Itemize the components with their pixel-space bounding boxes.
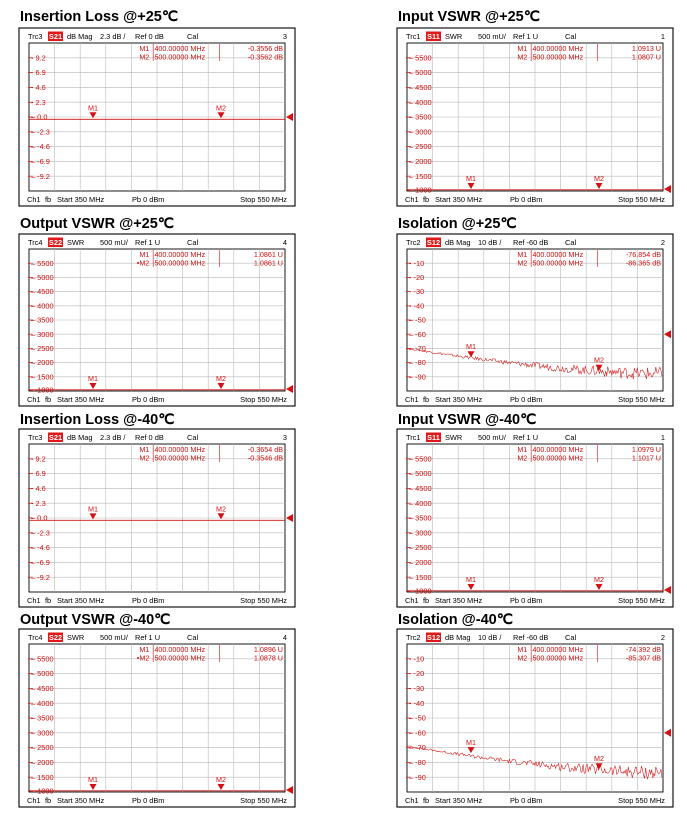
y-tick-label: – 4000 xyxy=(409,498,432,508)
y-tick-label: – 3500 xyxy=(409,513,432,523)
y-tick-label: - -40 xyxy=(409,698,425,708)
cal-label: Cal xyxy=(565,633,577,642)
y-tick-label: - 6.9 xyxy=(31,68,46,78)
marker-label: M1 xyxy=(88,775,98,784)
y-tick-label: – 3000 xyxy=(409,528,432,538)
format-label: SWR xyxy=(445,433,463,442)
marker-frequency: 500.00000 MHz xyxy=(532,258,584,268)
marker-label: M1 xyxy=(466,575,476,584)
y-tick-label: – -90 xyxy=(409,772,426,782)
scale-label: 10 dB / xyxy=(478,238,502,247)
y-tick-label: – 5500 xyxy=(31,258,54,268)
y-tick-label: – 0.0 xyxy=(31,513,48,523)
y-tick-label: – 0.0 xyxy=(31,112,48,122)
marker-name: M2 xyxy=(139,52,150,62)
y-tick-label: – -60 xyxy=(409,329,426,339)
trace-label: Trc2 xyxy=(406,238,421,247)
footer-stop: Stop 550 MHz xyxy=(618,796,665,805)
channel-number: 1 xyxy=(660,32,665,41)
chart-title: Output VSWR @+25℃ xyxy=(20,216,175,232)
y-tick-label: – 3000 xyxy=(31,329,54,339)
footer-channel: Ch1 xyxy=(405,596,419,605)
marker-name: M2 xyxy=(139,453,150,463)
scale-label: 500 mU/ xyxy=(100,633,128,642)
footer-channel: Ch1 xyxy=(405,796,419,805)
y-tick-label: - 4.6 xyxy=(31,484,46,493)
trace-label: Trc3 xyxy=(28,32,43,41)
ref-label: Ref -60 dB xyxy=(513,238,549,247)
y-tick-label: – 4000 xyxy=(409,97,432,107)
y-tick-label: – 1000 xyxy=(31,385,54,395)
y-tick-label: – 5500 xyxy=(409,53,432,63)
cal-label: Cal xyxy=(187,32,199,41)
chart-title: Insertion Loss @-40℃ xyxy=(20,412,175,428)
footer-start: Start 350 MHz xyxy=(435,195,483,204)
y-tick-label: – -80 xyxy=(409,758,426,767)
marker-name: M2 xyxy=(517,52,528,62)
y-tick-label: – 1500 xyxy=(31,772,54,782)
marker-name: •M2 xyxy=(136,258,150,268)
y-tick-label: – 5000 xyxy=(409,68,432,78)
y-tick-label: - -10 xyxy=(409,654,425,664)
footer-power: Pb 0 dBm xyxy=(510,395,543,404)
marker-name: M1 xyxy=(517,645,528,654)
marker-value: 1.1017 U xyxy=(631,453,661,463)
chart-panel-1 xyxy=(19,9,295,206)
marker-frequency: 400.00000 MHz xyxy=(532,250,584,259)
marker-frequency: 400.00000 MHz xyxy=(532,44,584,53)
chart-panel-6 xyxy=(397,412,673,607)
y-tick-label: – 4000 xyxy=(31,698,54,708)
y-tick-label: – -9.2 xyxy=(31,572,50,582)
chart-title: Input VSWR @+25℃ xyxy=(398,9,541,25)
trace-label: Trc4 xyxy=(28,238,43,247)
footer-fb: fb xyxy=(45,395,52,404)
footer-stop: Stop 550 MHz xyxy=(618,195,665,204)
channel-number: 4 xyxy=(282,238,287,247)
y-tick-label: - -30 xyxy=(409,287,425,297)
y-tick-label: – 3500 xyxy=(31,713,54,723)
ref-label: Ref 0 dB xyxy=(135,433,164,442)
scale-label: 500 mU/ xyxy=(100,238,128,247)
y-tick-label: – 5000 xyxy=(31,273,54,282)
cal-label: Cal xyxy=(187,433,199,442)
format-label: SWR xyxy=(67,633,85,642)
y-tick-label: – 2500 xyxy=(409,142,432,152)
y-tick-label: - 4.6 xyxy=(31,83,46,92)
y-tick-label: – -6.9 xyxy=(31,558,50,567)
footer-stop: Stop 550 MHz xyxy=(240,195,287,204)
channel-number: 3 xyxy=(282,433,287,442)
y-tick-label: - 9.2 xyxy=(31,53,46,63)
ref-label: Ref -60 dB xyxy=(513,633,549,642)
y-tick-label: – -50 xyxy=(409,315,426,325)
y-tick-label: – 2500 xyxy=(409,543,432,553)
chart-panel-5 xyxy=(19,412,295,607)
channel-number: 2 xyxy=(660,238,665,247)
y-tick-label: - 9.2 xyxy=(31,454,46,464)
marker-value: -0.3562 dB xyxy=(247,52,283,62)
scale-label: 2.3 dB / xyxy=(100,433,126,442)
y-tick-label: – -70 xyxy=(409,743,426,753)
ref-label: Ref 1 U xyxy=(513,433,539,442)
param-label: S12 xyxy=(426,633,441,642)
y-tick-label: - -20 xyxy=(409,273,425,282)
y-tick-label: – -70 xyxy=(409,344,426,353)
marker-value: 1.0913 U xyxy=(631,44,661,53)
marker-name: •M2 xyxy=(136,653,150,663)
marker-name: M1 xyxy=(517,44,528,53)
channel-number: 3 xyxy=(282,32,287,41)
marker-label: M2 xyxy=(594,575,604,584)
marker-name: M1 xyxy=(517,445,528,454)
y-tick-label: – 1500 xyxy=(409,572,432,582)
marker-name: M1 xyxy=(139,44,150,53)
y-tick-label: – 2000 xyxy=(409,558,432,567)
marker-frequency: 400.00000 MHz xyxy=(154,44,206,53)
cal-label: Cal xyxy=(187,633,199,642)
ref-label: Ref 1 U xyxy=(135,633,161,642)
marker-name: M1 xyxy=(517,250,528,259)
chart-panel-3 xyxy=(19,216,295,406)
trace-label: Trc1 xyxy=(406,32,421,41)
chart-title: Insertion Loss @+25℃ xyxy=(20,9,179,25)
y-tick-label: – -50 xyxy=(409,713,426,723)
y-tick-label: – 2500 xyxy=(31,344,54,353)
y-tick-label: – -4.6 xyxy=(31,543,50,553)
chart-title: Output VSWR @-40℃ xyxy=(20,612,171,628)
y-tick-label: – 2000 xyxy=(31,758,54,767)
chart-title: Isolation @+25℃ xyxy=(398,216,517,232)
y-tick-label: - -20 xyxy=(409,669,425,679)
marker-frequency: 500.00000 MHz xyxy=(154,52,206,62)
marker-value: 1.0861 U xyxy=(253,250,283,259)
footer-fb: fb xyxy=(45,796,52,805)
footer-channel: Ch1 xyxy=(27,195,41,204)
y-tick-label: – 4500 xyxy=(409,83,432,92)
scale-label: 10 dB / xyxy=(478,633,502,642)
y-tick-label: – 4500 xyxy=(409,484,432,493)
marker-value: 1.0979 U xyxy=(631,445,661,454)
footer-power: Pb 0 dBm xyxy=(510,596,543,605)
marker-value: 1.0878 U xyxy=(253,653,283,663)
marker-label: M2 xyxy=(594,174,604,183)
footer-fb: fb xyxy=(423,195,430,204)
marker-name: M2 xyxy=(517,653,528,663)
footer-stop: Stop 550 MHz xyxy=(618,596,665,605)
ref-label: Ref 1 U xyxy=(513,32,539,41)
cal-label: Cal xyxy=(565,433,577,442)
param-label: S11 xyxy=(427,32,440,41)
y-tick-label: – 2000 xyxy=(31,358,54,368)
y-tick-label: – -80 xyxy=(409,358,426,368)
footer-channel: Ch1 xyxy=(27,796,41,805)
marker-value: -0.3556 dB xyxy=(247,44,283,53)
cal-label: Cal xyxy=(187,238,199,247)
scale-label: 500 mU/ xyxy=(478,433,506,442)
footer-power: Pb 0 dBm xyxy=(510,796,543,805)
scale-label: 500 mU/ xyxy=(478,32,506,41)
marker-label: M2 xyxy=(216,103,226,113)
marker-frequency: 400.00000 MHz xyxy=(154,445,206,454)
param-label: S12 xyxy=(426,238,441,247)
footer-fb: fb xyxy=(423,395,430,404)
channel-number: 4 xyxy=(282,633,287,642)
param-label: S21 xyxy=(48,32,63,41)
marker-name: M1 xyxy=(139,250,150,259)
marker-value: -0.3546 dB xyxy=(247,453,283,463)
y-tick-label: - -40 xyxy=(409,301,425,311)
marker-name: M1 xyxy=(139,445,150,454)
footer-power: Pb 0 dBm xyxy=(510,195,543,204)
footer-stop: Stop 550 MHz xyxy=(618,395,665,404)
footer-start: Start 350 MHz xyxy=(57,395,105,404)
marker-value: -0.3654 dB xyxy=(247,445,283,454)
marker-value: -85.307 dB xyxy=(625,653,661,663)
footer-fb: fb xyxy=(45,596,52,605)
y-tick-label: – 1000 xyxy=(409,185,432,195)
footer-start: Start 350 MHz xyxy=(57,195,105,204)
footer-power: Pb 0 dBm xyxy=(132,195,165,204)
footer-channel: Ch1 xyxy=(405,195,419,204)
y-tick-label: - 2.3 xyxy=(31,498,46,508)
footer-start: Start 350 MHz xyxy=(435,796,483,805)
y-tick-label: – 4500 xyxy=(31,287,54,297)
cal-label: Cal xyxy=(565,238,577,247)
footer-start: Start 350 MHz xyxy=(435,596,483,605)
footer-fb: fb xyxy=(423,596,430,605)
marker-label: M2 xyxy=(216,775,226,784)
y-tick-label: – 3000 xyxy=(31,728,54,738)
y-tick-label: – -2.3 xyxy=(31,127,50,137)
y-tick-label: – 5500 xyxy=(409,454,432,464)
marker-value: 1.0861 U xyxy=(253,258,283,268)
marker-name: M1 xyxy=(139,645,150,654)
footer-fb: fb xyxy=(423,796,430,805)
format-label: dB Mag xyxy=(67,32,93,41)
footer-channel: Ch1 xyxy=(27,395,41,404)
marker-label: M1 xyxy=(88,103,98,113)
marker-value: -74.392 dB xyxy=(625,645,661,654)
param-label: S22 xyxy=(48,633,63,642)
marker-frequency: 500.00000 MHz xyxy=(154,653,206,663)
channel-number: 1 xyxy=(660,433,665,442)
y-tick-label: – 1500 xyxy=(31,372,54,382)
y-tick-label: – 3000 xyxy=(409,127,432,137)
chart-panel-8 xyxy=(397,612,673,807)
y-tick-label: - 6.9 xyxy=(31,469,46,479)
marker-label: M2 xyxy=(216,504,226,514)
marker-value: -86.365 dB xyxy=(625,258,661,268)
marker-frequency: 500.00000 MHz xyxy=(532,653,584,663)
y-tick-label: – 1000 xyxy=(31,786,54,796)
trace-label: Trc1 xyxy=(406,433,421,442)
cal-label: Cal xyxy=(565,32,577,41)
format-label: SWR xyxy=(67,238,85,247)
chart-panel-2 xyxy=(397,9,673,206)
marker-label: M1 xyxy=(88,374,98,383)
footer-power: Pb 0 dBm xyxy=(132,596,165,605)
trace-label: Trc2 xyxy=(406,633,421,642)
format-label: dB Mag xyxy=(445,238,471,247)
marker-frequency: 500.00000 MHz xyxy=(532,52,584,62)
marker-label: M2 xyxy=(216,374,226,383)
footer-power: Pb 0 dBm xyxy=(132,796,165,805)
marker-value: -76.854 dB xyxy=(625,250,661,259)
y-tick-label: – -9.2 xyxy=(31,171,50,181)
y-tick-label: – 1500 xyxy=(409,171,432,181)
footer-start: Start 350 MHz xyxy=(57,796,105,805)
y-tick-label: – -60 xyxy=(409,728,426,738)
footer-start: Start 350 MHz xyxy=(57,596,105,605)
footer-channel: Ch1 xyxy=(405,395,419,404)
chart-title: Isolation @-40℃ xyxy=(398,612,514,628)
param-label: S22 xyxy=(48,238,63,247)
footer-start: Start 350 MHz xyxy=(435,395,483,404)
y-tick-label: – 5000 xyxy=(31,669,54,679)
y-tick-label: – 5000 xyxy=(409,469,432,479)
y-tick-label: – 4000 xyxy=(31,301,54,311)
marker-label: M1 xyxy=(466,174,476,183)
marker-frequency: 400.00000 MHz xyxy=(532,445,584,454)
channel-number: 2 xyxy=(660,633,665,642)
y-tick-label: – -2.3 xyxy=(31,528,50,538)
footer-stop: Stop 550 MHz xyxy=(240,395,287,404)
y-tick-label: – 5500 xyxy=(31,654,54,664)
format-label: dB Mag xyxy=(67,433,93,442)
chart-panel-7 xyxy=(19,612,295,807)
trace-label: Trc4 xyxy=(28,633,43,642)
ref-label: Ref 0 dB xyxy=(135,32,164,41)
chart-title: Input VSWR @-40℃ xyxy=(398,412,537,428)
footer-stop: Stop 550 MHz xyxy=(240,596,287,605)
marker-label: M1 xyxy=(466,738,476,748)
marker-frequency: 500.00000 MHz xyxy=(532,453,584,463)
y-tick-label: – 3500 xyxy=(31,315,54,325)
y-tick-label: – 2500 xyxy=(31,743,54,753)
trace-label: Trc3 xyxy=(28,433,43,442)
marker-name: M2 xyxy=(517,453,528,463)
y-tick-label: – -90 xyxy=(409,372,426,382)
footer-channel: Ch1 xyxy=(27,596,41,605)
marker-value: 1.0807 U xyxy=(631,52,661,62)
y-tick-label: – -6.9 xyxy=(31,157,50,166)
y-tick-label: – 4500 xyxy=(31,684,54,693)
marker-frequency: 400.00000 MHz xyxy=(154,645,206,654)
chart-panel-4 xyxy=(397,216,673,406)
footer-power: Pb 0 dBm xyxy=(132,395,165,404)
marker-label: M2 xyxy=(594,754,604,764)
y-tick-label: – -4.6 xyxy=(31,142,50,152)
y-tick-label: - 2.3 xyxy=(31,97,46,107)
marker-value: 1.0896 U xyxy=(253,645,283,654)
format-label: dB Mag xyxy=(445,633,471,642)
marker-label: M1 xyxy=(466,342,476,352)
format-label: SWR xyxy=(445,32,463,41)
marker-label: M1 xyxy=(88,504,98,514)
y-tick-label: – 2000 xyxy=(409,157,432,166)
ref-label: Ref 1 U xyxy=(135,238,161,247)
marker-label: M2 xyxy=(594,355,604,365)
footer-stop: Stop 550 MHz xyxy=(240,796,287,805)
marker-frequency: 500.00000 MHz xyxy=(154,258,206,268)
marker-frequency: 400.00000 MHz xyxy=(532,645,584,654)
param-label: S21 xyxy=(48,433,63,442)
marker-frequency: 500.00000 MHz xyxy=(154,453,206,463)
footer-fb: fb xyxy=(45,195,52,204)
marker-name: M2 xyxy=(517,258,528,268)
y-tick-label: - -10 xyxy=(409,258,425,268)
marker-frequency: 400.00000 MHz xyxy=(154,250,206,259)
y-tick-label: - -30 xyxy=(409,684,425,693)
y-tick-label: – 1000 xyxy=(409,586,432,596)
param-label: S11 xyxy=(427,433,440,442)
scale-label: 2.3 dB / xyxy=(100,32,126,41)
y-tick-label: – 3500 xyxy=(409,112,432,122)
